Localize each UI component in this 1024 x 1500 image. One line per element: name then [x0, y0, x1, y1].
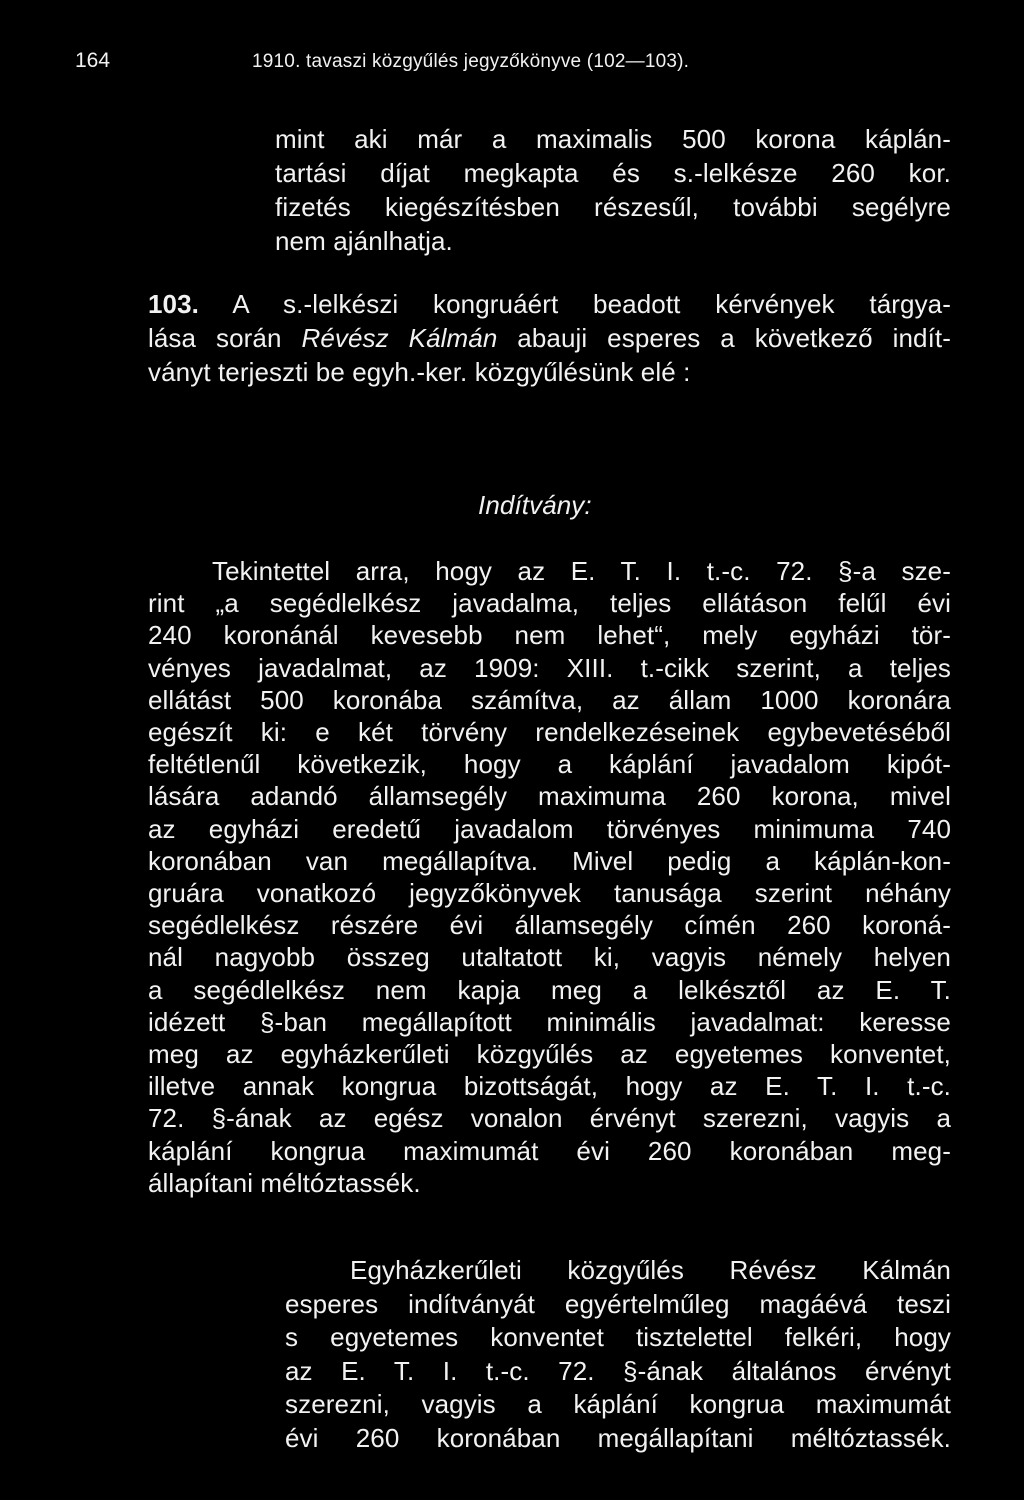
closing-line: s egyetemes konventet tisztelettel felkéri, hogy	[285, 1322, 951, 1352]
motion-line: 240 koronánál kevesebb nem lehet“, mely egyházi tör-	[148, 620, 951, 651]
motion-line: rint „a segédlelkész javadalma, teljes ellátáson felűl évi	[148, 588, 951, 619]
motion-line: káplání kongrua maximumát évi 260 koronában meg-	[148, 1135, 951, 1166]
closing-line: Egyházkerűleti közgyűlés Révész Kálmán	[350, 1255, 951, 1285]
item-103-line: ványt terjeszti be egyh.-ker. közgyűlésünk elé :	[148, 357, 691, 387]
motion-line: gruára vonatkozó jegyzőkönyvek tanusága szerint néhány	[148, 878, 951, 908]
motion-line: koronában van megállapítva. Mivel pedig a káplán-kon-	[148, 845, 951, 876]
item-103-line	[148, 287, 951, 321]
intro-line: nem ajánlhatja.	[275, 226, 453, 256]
closing-line: évi 260 koronában megállapítani méltóztassék.	[285, 1422, 951, 1453]
page-number: 164	[75, 49, 111, 72]
motion-line: ellátást 500 koronába számítva, az állam 1000 koronára	[148, 684, 951, 715]
motion-line: a segédlelkész nem kapja meg a lelkésztől az E. T.	[148, 974, 951, 1005]
intro-line: mint aki már a maximalis 500 korona káplán-	[275, 124, 951, 154]
item-103-text: abauji esperes a következő indít-	[497, 323, 951, 353]
motion-line: az egyházi eredetű javadalom törvényes minimuma 740	[148, 813, 951, 844]
motion-line: feltétlenűl következik, hogy a káplání javadalom kipót-	[148, 749, 951, 780]
intro-line: fizetés kiegészítésben részesűl, további segélyre	[275, 192, 951, 222]
motion-line: idézett §-ban megállapított minimális javadalmat: keresse	[148, 1006, 951, 1037]
motion-line: Tekintettel arra, hogy az E. T. I. t.-c. 72. §-a sze-	[212, 556, 951, 586]
motion-line: egészít ki: e két törvény rendelkezéseinek egybevetéséből	[148, 717, 951, 747]
running-title: 1910. tavaszi közgyűlés jegyzőkönyve (102—103).	[252, 51, 690, 72]
motion-heading: Indítvány:	[478, 490, 592, 520]
motion-line: vényes javadalmat, az 1909: XIII. t.-cikk szerint, a teljes	[148, 652, 951, 683]
motion-line: lására adandó államsegély maximuma 260 korona, mivel	[148, 781, 951, 812]
motion-line: illetve annak kongrua bizottságát, hogy az E. T. I. t.-c.	[148, 1071, 951, 1102]
item-103-line	[148, 321, 951, 355]
intro-line: tartási díjat megkapta és s.-lelkésze 260 kor.	[275, 158, 951, 188]
motion-line: állapítani méltóztassék.	[148, 1167, 421, 1198]
closing-line: szerezni, vagyis a káplání kongrua maximumát	[285, 1389, 951, 1419]
item-103-text: lása során	[148, 323, 302, 353]
page-header	[75, 48, 975, 75]
person-name: Révész Kálmán	[301, 323, 498, 353]
motion-line: nál nagyobb összeg utaltatott ki, vagyis némely helyen	[148, 942, 951, 973]
closing-line: az E. T. I. t.-c. 72. §-ának általános érvényt	[285, 1355, 951, 1386]
motion-line: 72. §-ának az egész vonalon érvényt szerezni, vagyis a	[148, 1103, 951, 1134]
motion-line: meg az egyházkerűleti közgyűlés az egyetemes konventet,	[148, 1039, 951, 1069]
closing-line: esperes indítványát egyértelműleg magáévá teszi	[285, 1288, 951, 1319]
motion-line: segédlelkész részére évi államsegély címén 260 koroná-	[148, 910, 951, 941]
item-number: 103.	[148, 289, 200, 319]
item-103-text: A s.-lelkészi kongruáért beadott kérvények tárgya-	[199, 289, 951, 319]
